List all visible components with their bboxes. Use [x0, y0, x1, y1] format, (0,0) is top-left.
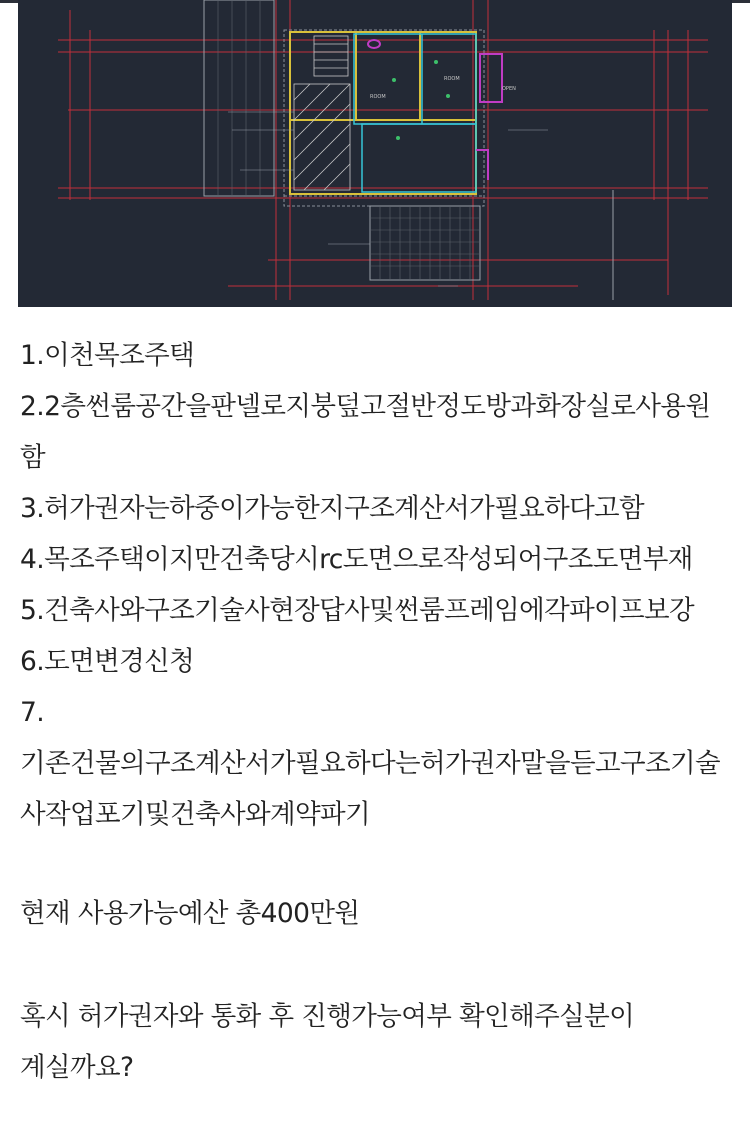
list-item: 2.2층썬룸공간을판넬로지붕덮고절반정도방과화장실로사용원함	[20, 391, 711, 473]
list-item: 6.도면변경신청	[20, 646, 195, 677]
svg-text:ROOM: ROOM	[370, 94, 386, 100]
list-item: 3.허가권자는하중이가능한지구조계산서가필요하다고함	[20, 493, 645, 524]
floor-plan-image[interactable]	[18, 0, 732, 307]
svg-text:ROOM: ROOM	[444, 76, 460, 82]
question-text: 혹시 허가권자와 통화 후 진행가능여부 확인해주실분이 계실까요?	[20, 1001, 635, 1083]
budget-text: 현재 사용가능예산 총400만원	[20, 898, 360, 929]
list-item: 5.건축사와구조기술사현장답사및썬룸프레임에각파이프보강	[20, 595, 695, 626]
post-body	[20, 330, 732, 1093]
floor-plan-drawing	[18, 0, 732, 307]
list-item: 7.기존건물의구조계산서가필요하다는허가권자말을듣고구조기술사작업포기및건축사와계약파기	[20, 697, 720, 830]
list-item: 1.이천목조주택	[20, 340, 195, 371]
svg-text:OPEN: OPEN	[502, 86, 516, 92]
list-item: 4.목조주택이지만건축당시rc도면으로작성되어구조도면부재	[20, 544, 693, 575]
